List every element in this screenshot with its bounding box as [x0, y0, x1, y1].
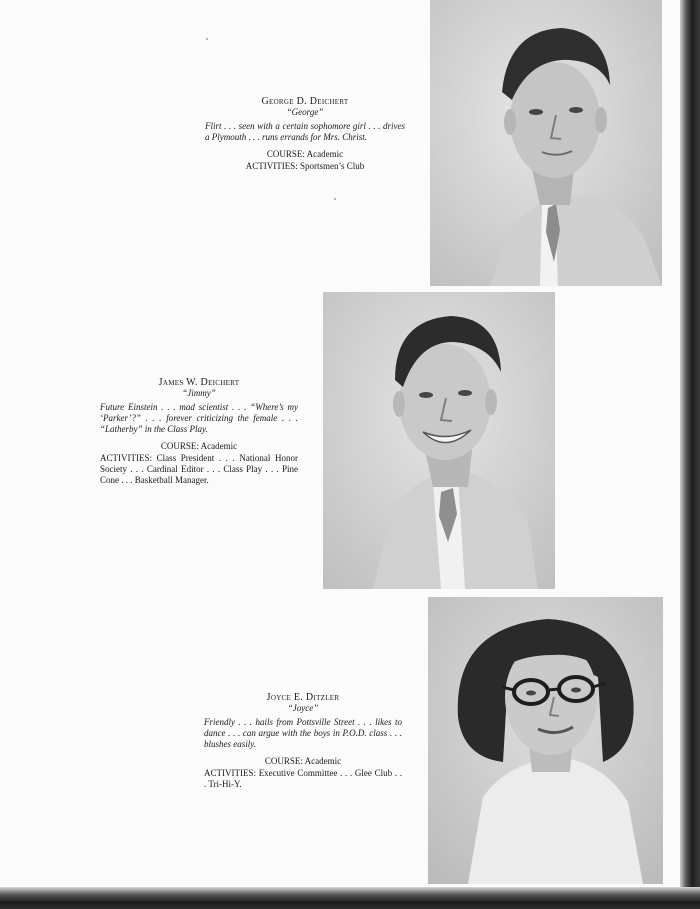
- entry-james: [100, 377, 298, 486]
- entry-joyce: [204, 692, 402, 790]
- student-nickname: “George”: [286, 107, 324, 117]
- scan-speck: [334, 198, 336, 200]
- portrait-james-image: [323, 292, 555, 589]
- binding-edge-right: [680, 0, 700, 909]
- student-activities: ACTIVITIES: Class President . . . National Honor Society . . . Cardinal Editor . . . Class Play . . . Pine Cone . . . Basketball Manager.: [100, 453, 298, 485]
- student-nickname: “Joyce”: [287, 703, 319, 713]
- student-nickname: “Jimmy”: [182, 388, 216, 398]
- student-name: Joyce E. Ditzler: [266, 692, 340, 703]
- student-activities: ACTIVITIES: Executive Committee . . . Glee Club . . . Tri-Hi-Y.: [204, 768, 402, 789]
- student-course: COURSE: Academic: [264, 756, 342, 766]
- student-activities: ACTIVITIES: Sportsmen’s Club: [245, 161, 365, 171]
- student-name: James W. Deichert: [158, 377, 240, 388]
- binding-edge-bottom: [0, 887, 700, 909]
- portrait-photo-george: [430, 0, 662, 286]
- scan-speck: [206, 38, 208, 40]
- portrait-photo-joyce: [428, 597, 663, 884]
- student-description: Friendly . . . hails from Pottsville Street . . . likes to dance . . . can argue with the boys in P.O.D. class . . . blushes easily.: [204, 717, 402, 749]
- entry-george: [205, 96, 405, 172]
- portrait-joyce-image: [428, 597, 663, 884]
- student-name: George D. Deichert: [261, 96, 349, 107]
- student-description: Flirt . . . seen with a certain sophomore girl . . . drives a Plymouth . . . runs errands for Mrs. Christ.: [205, 121, 405, 142]
- student-description: Future Einstein . . . mad scientist . . . “Where’s my ‘Parker’?” . . . forever criticizing the female . . . “Latherby” in the Class Play.: [100, 402, 298, 434]
- student-course: COURSE: Academic: [160, 441, 238, 451]
- student-course: COURSE: Academic: [266, 149, 344, 159]
- portrait-george-image: [430, 0, 662, 286]
- portrait-photo-james: [323, 292, 555, 589]
